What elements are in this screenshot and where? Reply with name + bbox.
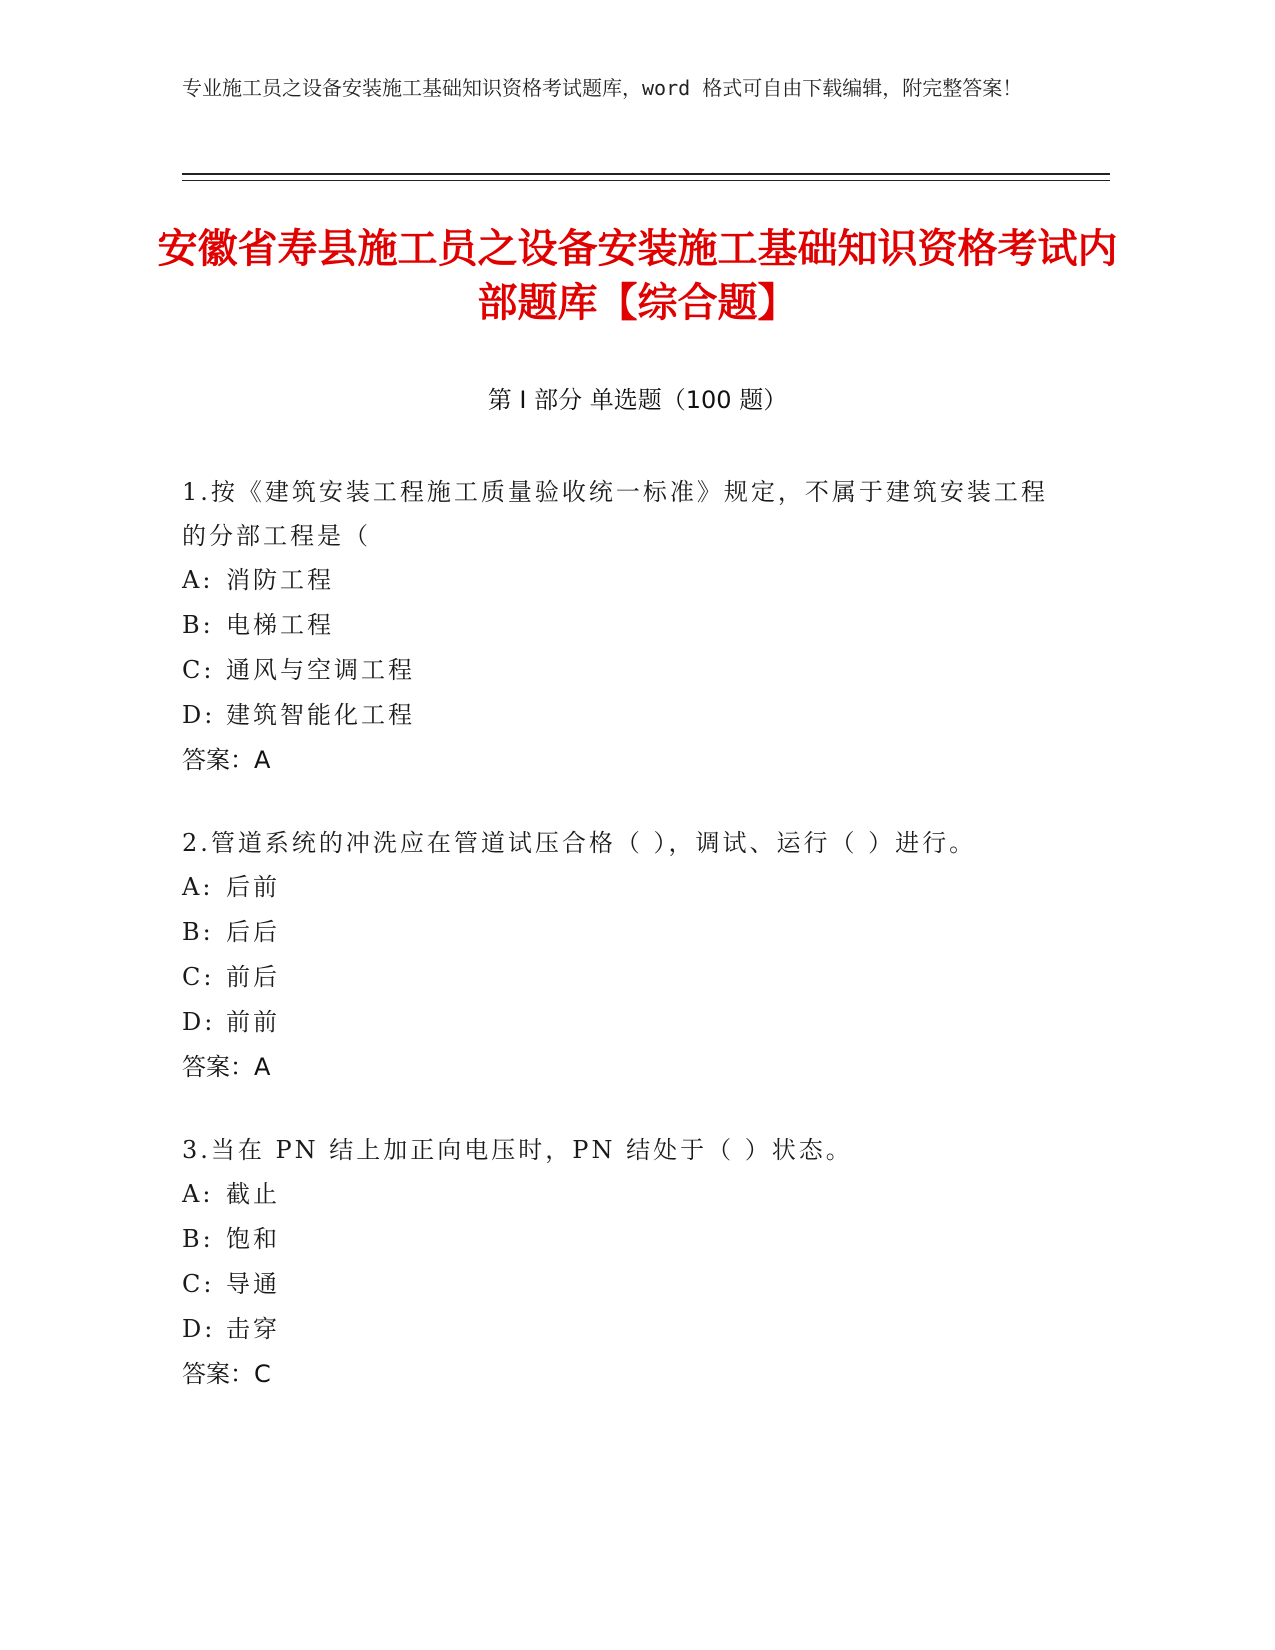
header-note: 专业施工员之设备安装施工基础知识资格考试题库，word 格式可自由下载编辑，附完整答案！ [182, 76, 1023, 100]
option-key: A: [182, 566, 214, 594]
option-key: C: [182, 1270, 215, 1298]
option-b [182, 1217, 1062, 1262]
option-text: 导通 [226, 1270, 280, 1298]
answer-line: 答案：A [182, 1053, 271, 1081]
question-item [182, 1128, 1062, 1396]
option-text: 饱和 [226, 1225, 280, 1253]
question-stem: 3.当在 PN 结上加正向电压时，PN 结处于（ ）状态。 [182, 1136, 853, 1164]
header-divider-thick [182, 173, 1110, 175]
question-item [182, 470, 1062, 782]
header-divider-thin [182, 180, 1110, 181]
option-text: 后前 [226, 873, 280, 901]
option-text: 击穿 [226, 1315, 280, 1343]
option-text: 消防工程 [226, 566, 334, 594]
option-key: D: [182, 1315, 216, 1343]
option-a [182, 558, 1062, 603]
option-text: 电梯工程 [226, 611, 334, 639]
option-text: 通风与空调工程 [226, 656, 415, 684]
option-d [182, 1307, 1062, 1352]
option-text: 前前 [226, 1008, 280, 1036]
option-key: B: [182, 611, 214, 639]
option-key: A: [182, 1180, 214, 1208]
question-list [182, 470, 1062, 1435]
option-key: A: [182, 873, 214, 901]
question-stem: 1.按《建筑安装工程施工质量验收统一标准》规定，不属于建筑安装工程的分部工程是（ [182, 478, 1048, 550]
document-title: 安徽省寿县施工员之设备安装施工基础知识资格考试内部题库【综合题】 [157, 226, 1118, 326]
option-d [182, 1000, 1062, 1045]
option-key: B: [182, 1225, 214, 1253]
option-key: D: [182, 701, 216, 729]
option-text: 后后 [226, 918, 280, 946]
option-c [182, 648, 1062, 693]
option-key: C: [182, 963, 215, 991]
option-d [182, 693, 1062, 738]
question-item [182, 821, 1062, 1089]
option-key: C: [182, 656, 215, 684]
option-a [182, 1172, 1062, 1217]
option-key: D: [182, 1008, 216, 1036]
question-stem: 2.管道系统的冲洗应在管道试压合格（ ），调试、运行（ ）进行。 [182, 829, 977, 857]
option-a [182, 865, 1062, 910]
option-c [182, 1262, 1062, 1307]
option-c [182, 955, 1062, 1000]
answer-line: 答案：A [182, 746, 271, 774]
option-text: 截止 [226, 1180, 280, 1208]
option-b [182, 910, 1062, 955]
option-b [182, 603, 1062, 648]
option-key: B: [182, 918, 214, 946]
option-text: 建筑智能化工程 [226, 701, 415, 729]
answer-line: 答案：C [182, 1360, 271, 1388]
option-text: 前后 [226, 963, 280, 991]
section-heading: 第 I 部分 单选题（100 题） [487, 386, 788, 414]
